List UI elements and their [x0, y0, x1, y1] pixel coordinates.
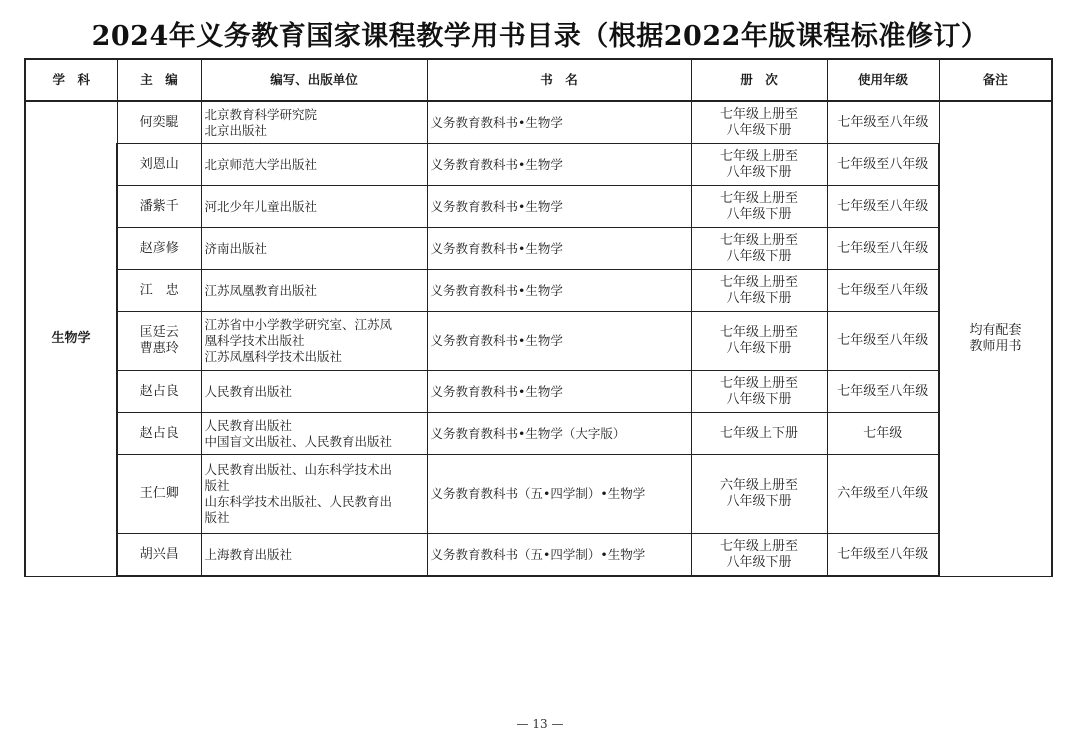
- grade-cell: 七年级: [827, 413, 939, 455]
- publisher-line: 版社: [204, 510, 230, 525]
- volume-cell: [691, 371, 827, 413]
- publisher-cell: [201, 270, 427, 312]
- volume-line: 八年级下册: [726, 290, 792, 306]
- volume-cell: [691, 455, 827, 534]
- editor-cell: [117, 455, 201, 534]
- subject-cell: 生物学: [25, 101, 117, 576]
- textbook-catalog-table: [24, 58, 1053, 577]
- volume-cell: [691, 534, 827, 577]
- grade-cell: 七年级至八年级: [827, 228, 939, 270]
- publisher-line: 版社: [204, 478, 230, 493]
- grade-cell: 七年级至八年级: [827, 371, 939, 413]
- publisher-line: 北京教育科学研究院: [204, 106, 318, 122]
- volume-cell: [691, 270, 827, 312]
- volume-line: 六年级上册至: [719, 478, 798, 493]
- editor-cell: [117, 312, 201, 371]
- volume-cell: [691, 186, 827, 228]
- header-publisher: 编写、出版单位: [201, 59, 427, 101]
- publisher-cell: [201, 371, 427, 413]
- book-name-cell: 义务教育教科书•生物学: [427, 144, 691, 186]
- book-name-cell: 义务教育教科书•生物学（大字版）: [427, 413, 691, 455]
- header-editor: 主 编: [117, 59, 201, 101]
- volume-line: 七年级上册至: [719, 538, 798, 554]
- editor-name: 匡廷云: [139, 325, 179, 340]
- publisher-line: 山东科学技术出版社、人民教育出: [204, 494, 393, 509]
- table-row: [25, 534, 1052, 577]
- publisher-cell: [201, 144, 427, 186]
- volume-line: 八年级下册: [726, 206, 792, 222]
- editor-cell: [117, 413, 201, 455]
- publisher-cell: [201, 455, 427, 534]
- editor-name: 何奕騉: [139, 114, 179, 130]
- volume-line: 八年级下册: [726, 554, 792, 570]
- editor-cell: [117, 371, 201, 413]
- book-name-cell: 义务教育教科书•生物学: [427, 101, 691, 144]
- header-volume: 册 次: [691, 59, 827, 101]
- editor-cell: [117, 270, 201, 312]
- table-row: [25, 228, 1052, 270]
- book-name-cell: 义务教育教科书•生物学: [427, 312, 691, 371]
- volume-cell: [691, 228, 827, 270]
- editor-name: 刘恩山: [139, 156, 179, 172]
- volume-cell: [691, 144, 827, 186]
- volume-line: 七年级上册至: [719, 148, 798, 164]
- editor-name: 王仁卿: [139, 486, 179, 501]
- grade-cell: 六年级至八年级: [827, 455, 939, 534]
- publisher-line: 上海教育出版社: [204, 546, 293, 562]
- publisher-line: 济南出版社: [204, 240, 268, 256]
- volume-line: 八年级下册: [726, 122, 792, 138]
- table-row: [25, 144, 1052, 186]
- volume-line: 七年级上册至: [719, 325, 798, 340]
- table-row: [25, 413, 1052, 455]
- header-subject: 学 科: [25, 59, 117, 101]
- publisher-cell: [201, 312, 427, 371]
- grade-cell: 七年级至八年级: [827, 270, 939, 312]
- editor-cell: [117, 534, 201, 577]
- publisher-line: 江苏省中小学教学研究室、江苏凤: [204, 317, 393, 332]
- volume-line: 七年级上下册: [719, 425, 798, 441]
- volume-cell: [691, 413, 827, 455]
- header-grade: 使用年级: [827, 59, 939, 101]
- volume-line: 八年级下册: [726, 248, 792, 264]
- book-name-cell: 义务教育教科书•生物学: [427, 371, 691, 413]
- publisher-line: 人民教育出版社、山东科学技术出: [204, 462, 393, 477]
- editor-cell: [117, 144, 201, 186]
- publisher-line: 凰科学技术出版社: [204, 333, 305, 348]
- book-name-cell: 义务教育教科书•生物学: [427, 270, 691, 312]
- table-row: [25, 371, 1052, 413]
- volume-line: 八年级下册: [726, 391, 792, 407]
- volume-line: 七年级上册至: [719, 375, 798, 391]
- volume-line: 七年级上册至: [719, 190, 798, 206]
- publisher-line: 北京出版社: [204, 122, 268, 138]
- table-row: [25, 270, 1052, 312]
- editor-cell: [117, 186, 201, 228]
- editor-name: 曹惠玲: [139, 341, 179, 356]
- publisher-cell: [201, 228, 427, 270]
- header-note: 备注: [939, 59, 1052, 101]
- volume-line: 七年级上册至: [719, 106, 798, 122]
- grade-cell: 七年级至八年级: [827, 144, 939, 186]
- page-title: 2024年义务教育国家课程教学用书目录（根据2022年版课程标准修订）: [91, 21, 989, 52]
- volume-line: 八年级下册: [726, 164, 792, 180]
- publisher-line: 人民教育出版社: [204, 417, 293, 433]
- editor-cell: [117, 228, 201, 270]
- grade-cell: 七年级至八年级: [827, 312, 939, 371]
- editor-name: 胡兴昌: [139, 546, 179, 562]
- volume-cell: [691, 101, 827, 144]
- note-cell: 均有配套教师用书: [939, 101, 1052, 576]
- volume-cell: [691, 312, 827, 371]
- book-name-cell: 义务教育教科书（五•四学制）•生物学: [427, 534, 691, 577]
- table-row: [25, 186, 1052, 228]
- editor-name: 潘紫千: [139, 198, 179, 214]
- editor-name: 赵彦修: [139, 240, 179, 256]
- volume-line: 七年级上册至: [719, 274, 798, 290]
- publisher-line: 江苏凤凰教育出版社: [204, 282, 318, 298]
- publisher-line: 河北少年儿童出版社: [204, 198, 318, 214]
- publisher-cell: [201, 534, 427, 577]
- table-row: [25, 101, 1052, 144]
- table-row: [25, 455, 1052, 534]
- publisher-line: 北京师范大学出版社: [204, 156, 318, 172]
- volume-line: 八年级下册: [726, 341, 792, 356]
- grade-cell: 七年级至八年级: [827, 186, 939, 228]
- page-number: — 13 —: [516, 717, 564, 731]
- book-name-cell: 义务教育教科书•生物学: [427, 186, 691, 228]
- header-book-name: 书 名: [427, 59, 691, 101]
- header-row: [25, 59, 1052, 101]
- publisher-line: 人民教育出版社: [204, 383, 293, 399]
- publisher-line: 江苏凤凰科学技术出版社: [204, 349, 343, 364]
- table-row: [25, 312, 1052, 371]
- grade-cell: 七年级至八年级: [827, 101, 939, 144]
- book-name-cell: 义务教育教科书•生物学: [427, 228, 691, 270]
- book-name-cell: 义务教育教科书（五•四学制）•生物学: [427, 455, 691, 534]
- grade-cell: 七年级至八年级: [827, 534, 939, 577]
- editor-name: 赵占良: [139, 383, 179, 399]
- publisher-cell: [201, 186, 427, 228]
- editor-name: 江 忠: [139, 282, 179, 298]
- publisher-line: 中国盲文出版社、人民教育出版社: [204, 433, 393, 449]
- publisher-cell: [201, 101, 427, 144]
- publisher-cell: [201, 413, 427, 455]
- volume-line: 八年级下册: [726, 494, 792, 509]
- volume-line: 七年级上册至: [719, 232, 798, 248]
- editor-cell: [117, 101, 201, 144]
- editor-name: 赵占良: [139, 425, 179, 441]
